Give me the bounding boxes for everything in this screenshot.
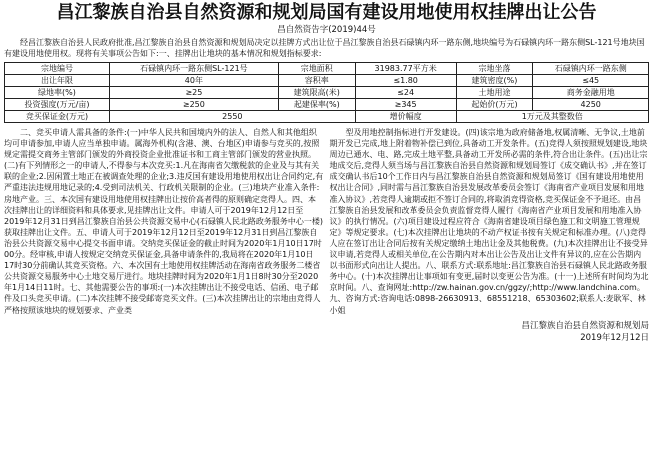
body-paragraph: 型及用地控制指标进行开发建设。(四)该宗地为政府储备地,权属清晰、无争议,土地前期开发已完成,地上附着物补偿已到位,具备动工开发条件。(五)竞得人须按照规划建设,地块周边已通水、电、路,完成土地平整,具备动工开发所必需的条件,符合出让条件。(五)出让宗地成交后,竞得人须当场与昌江黎族自治县自然资源和规划局签订《成交确认书》,并在签订成交确认书后10个工作日内与昌江黎族自治县自然资源和规划局签订《国有建设用地使用权出让合同》,同时需与昌江黎族自治县发展改革委员会签订《海南省产业项目发展和用地准入协议》,若竞得人逾期或拒不签订合同的,将取消竞得资格,竞买保证金不予退还。由昌江黎族自治县发展和改革委员会负责监督竞得人履行《海南省产业项目发展和用地准入协议》的执行情况。(六)项目建设过程应符合《海南省建设项目绿色施工和文明施工管理规定》等规定要求。(七)本次挂牌出让地块的不动产权证书按有关规定和标准办理。(八)竞得人应在签订出让合同后按有关规定缴纳土地出让金及其他税费。(九)本次挂牌出让不接受异议申请,若竞得人或相关单位,在公告期内对本出让公告及出让文件有异议的,应在公告期内以书面形式向出让人提出。八、联系方式:联系地址:昌江黎族自治县石碌镇人民北路政务服务中心。(十)本次挂牌出让事项如有变更,届时以变更公告为准。(十一)上述所有时间均为北京时间。八、查询网址:http://zw.hainan.gov.cn/ggzy/;http://www.landchina.com。九、咨询方式:咨询电话:0898-26630913、68551218、65303602;联系人:麦耿军、林小姐	[329, 128, 649, 315]
table-row	[5, 63, 649, 75]
body-left-column	[4, 127, 324, 344]
table-cell: 容积率	[278, 75, 355, 87]
table-cell: 出让年限	[5, 75, 110, 87]
table-cell: ≤24	[355, 87, 456, 99]
table-cell: 建筑限高(米)	[278, 87, 355, 99]
table-cell: 建筑密度(%)	[456, 75, 533, 87]
signature-date: 2019年12月12日	[580, 332, 649, 343]
body-paragraph: 二、竞买申请人需具备的条件:(一)中华人民共和国境内外的法人、自然人和其他组织均可申请参加,申请人应当单独申请。属海外机构(含港、澳、台地区)申请参与竞买的,按照规定需提交商务主管部门颁发的外商投资企业批准证书和工商主管部门颁发的营业执照。(二)有下列情形之一的申请人,不得参与本次竞买:1.凡在海南省欠缴税款的企业及与其有关联的企业;2.因闲置土地正在被调查处理的企业;3.违反国有建设用地使用权出让合同约定,有严重违法违规用地记录的;4.受到司法机关、行政机关限制的企业。(三)地块产业准入条件:房地产业。三、本次国有建设用地使用权挂牌出让按价高者得的原则确定竞得人。四、本次挂牌出让的详细资料和具体要求,见挂牌出让文件。申请人可于2019年12月12日至2019年12月31日到昌江黎族自治县公共资源交易中心(石碌镇人民北路政务服务中心一楼)获取挂牌出让文件。五、申请人可于2019年12月12日至2019年12月31日到昌江黎族自治县公共资源交易中心提交书面申请。交纳竞买保证金的截止时间为2020年1月10日17时00分。经审核,申请人按规定交纳竞买保证金,具备申请条件的,我局将在2020年1月10日17时30分前确认其竞买资格。六、本次国有土地使用权挂牌活动在海南省政务服务二楼省公共资源交易服务中心土地交易厅进行。地块挂牌时间为2020年1月1日8时30分至2020年1月14日11时。七、其他需要公告的事项:(一)本次挂牌出让不接受电话、信函、电子邮件及口头竞买申请。(二)本次挂牌不接受邮寄竞买文件。(三)本次挂牌出让的宗地由竞得人严格按照该地块的规划要求、产业类	[4, 128, 324, 315]
table-cell: 石碌镇内环一路东侧SL-121号	[109, 63, 278, 75]
table-cell: ≥345	[355, 99, 456, 111]
table-cell: 宗地面积	[278, 63, 355, 75]
table-cell: ≤45	[533, 75, 649, 87]
signature-org: 昌江黎族自治县自然资源和规划局	[521, 320, 649, 331]
table-cell: 40年	[109, 75, 278, 87]
table-row	[5, 111, 649, 123]
intro-paragraph: 经昌江黎族自治县人民政府批准,昌江黎族自治县自然资源和规划局决定以挂牌方式出让位于昌江黎族自治县石碌镇内环一路东侧,地块编号为石碌镇内环一路东侧SL-121号地块国有建设用地使用权。现将有关事项公告如下:一、挂牌出让地块的基本情况和规划指标要求:	[4, 38, 645, 58]
table-cell: 竞买保证金(万元)	[5, 111, 110, 123]
signature-block	[330, 320, 650, 344]
table-row	[5, 75, 649, 87]
table-cell: 投资强度(万元/亩)	[5, 99, 110, 111]
document-number: 昌自然资告字(2019)44号	[277, 25, 376, 35]
table-cell: 增价幅度	[355, 111, 456, 123]
table-cell: 4250	[533, 99, 649, 111]
table-cell: 土地用途	[456, 87, 533, 99]
table-cell: 起始价(万元)	[456, 99, 533, 111]
table-cell: 2550	[109, 111, 355, 123]
table-cell: 石碌镇内环一路东侧	[533, 63, 649, 75]
table-cell: 起建保率(%)	[278, 99, 355, 111]
table-cell: ≤1.80	[355, 75, 456, 87]
table-cell: 宗地编号	[5, 63, 110, 75]
table-cell: ≥25	[109, 87, 278, 99]
table-row	[5, 99, 649, 111]
table-cell: 商务金融用地	[533, 87, 649, 99]
body-columns	[4, 127, 649, 344]
land-info-table	[4, 62, 649, 123]
body-right-column	[330, 127, 650, 344]
table-cell: 绿地率(%)	[5, 87, 110, 99]
table-cell: 31983.77平方米	[355, 63, 456, 75]
table-row	[5, 87, 649, 99]
table-cell: ≥250	[109, 99, 278, 111]
table-cell: 宗地坐落	[456, 63, 533, 75]
table-cell: 1万元及其整数倍	[456, 111, 648, 123]
announcement-title: 昌江黎族自治县自然资源和规划局国有建设用地使用权挂牌出让公告	[56, 2, 597, 23]
